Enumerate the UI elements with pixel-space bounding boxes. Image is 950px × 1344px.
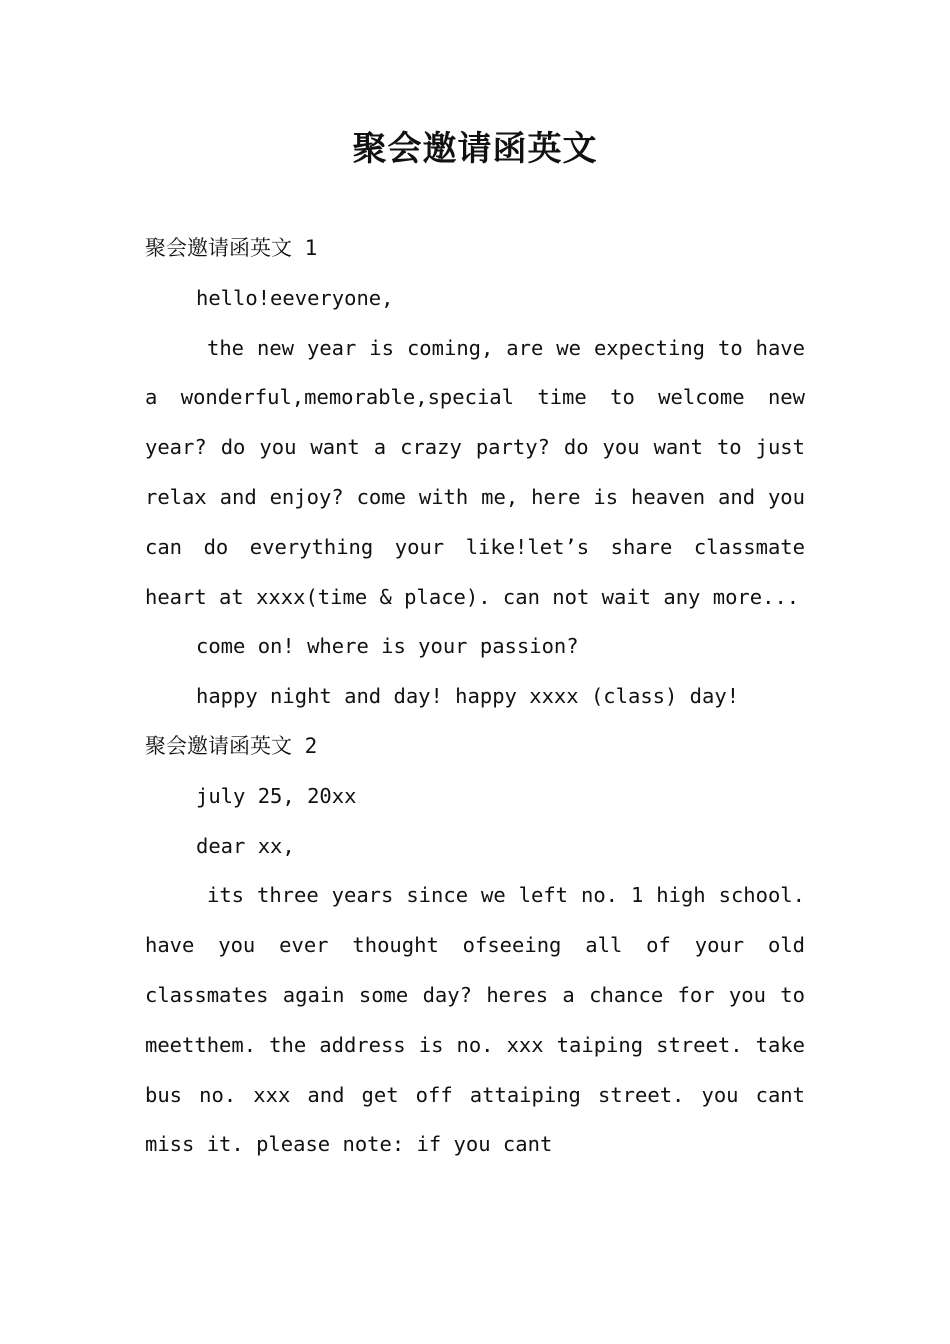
invitation-paragraph-1: the new year is coming, are we expecting to have a wonderful,memorable,special time to welcome new year? do you want a crazy party? do you want to just relax and enjoy? come with me, here is heaven and you can do everything your like!let’s share classmate heart at xxxx(time & place). can not wait any more...: [145, 335, 805, 609]
section-heading-2: 聚会邀请函英文 2: [145, 733, 318, 758]
letter-date: july 25, 20xx: [196, 783, 357, 808]
passion-line: come on! where is your passion?: [196, 634, 579, 659]
section-heading-1: 聚会邀请函英文 1: [145, 236, 318, 260]
greeting-line: hello!eeveryone,: [196, 285, 394, 310]
happy-day-line: happy night and day! happy xxxx (class) day!: [196, 684, 740, 709]
document-body: [145, 224, 805, 1170]
document-title: 聚会邀请函英文: [352, 129, 598, 169]
letter-salutation: dear xx,: [196, 833, 295, 858]
invitation-paragraph-2: its three years since we left no. 1 high school. have you ever thought ofseeing all of your old classmates again some day? heres a chance for you to meetthem. the address is no. xxx taiping street. take bus no. xxx and get off attaiping street. you cant miss it. please note: if you cant: [145, 883, 805, 1157]
